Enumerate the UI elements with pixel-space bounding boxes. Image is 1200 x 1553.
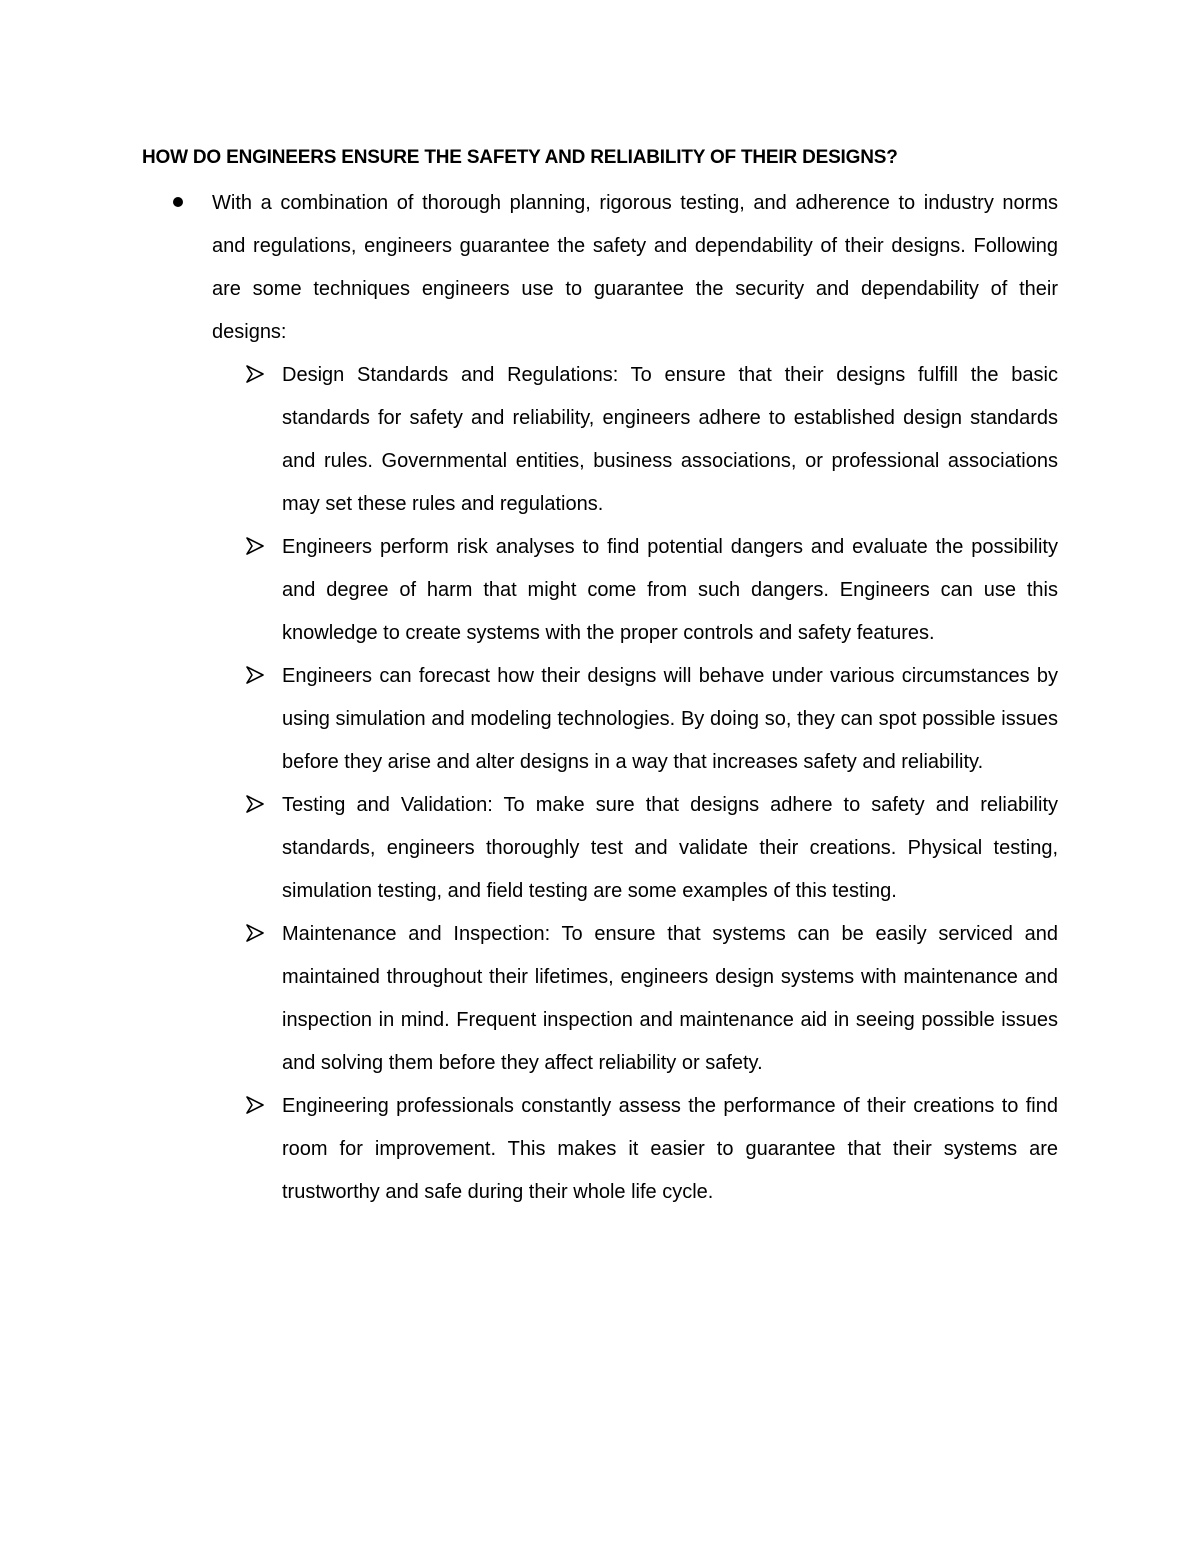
list-item: [282, 526, 1058, 655]
list-item-text: Design Standards and Regulations: To ensure that their designs fulfill the basic standards for safety and reliability, engineers adhere to established design standards and rules. Governmental entities, business associations, or professional associations may set these rules and regulations.: [282, 364, 1058, 515]
list-item-text: Testing and Validation: To make sure that designs adhere to safety and reliability standards, engineers thoroughly test and validate their creations. Physical testing, simulation testing, and field testing are some examples of this testing.: [282, 794, 1058, 902]
arrow-bullet-icon: [245, 365, 265, 383]
arrow-bullet-icon: [245, 666, 265, 684]
list-item: [282, 784, 1058, 913]
intro-bullet: [212, 182, 1058, 354]
list-item: [282, 913, 1058, 1085]
arrow-bullet-icon: [245, 537, 265, 555]
list-item-text: Engineering professionals constantly assess the performance of their creations to find room for improvement. This makes it easier to guarantee that their systems are trustworthy and safe during their whole life cycle.: [282, 1095, 1058, 1203]
list-item-text: Engineers perform risk analyses to find potential dangers and evaluate the possibility and degree of harm that might come from such dangers. Engineers can use this knowledge to create systems with the proper controls and safety features.: [282, 536, 1058, 644]
list-item: [282, 655, 1058, 784]
list-item: [282, 1085, 1058, 1214]
arrow-bullet-icon: [245, 1096, 265, 1114]
list-item: [282, 354, 1058, 526]
bullet-dot-icon: [173, 197, 183, 207]
arrow-bullet-icon: [245, 795, 265, 813]
arrow-bullet-icon: [245, 924, 265, 942]
intro-paragraph: With a combination of thorough planning, rigorous testing, and adherence to industry norms and regulations, engineers guarantee the safety and dependability of their designs. Following are some techniques engineers use to guarantee the security and dependability of their designs:: [212, 192, 1058, 343]
document-title: HOW DO ENGINEERS ENSURE THE SAFETY AND RELIABILITY OF THEIR DESIGNS?: [142, 147, 898, 168]
sub-bullet-list: [282, 354, 1058, 1214]
list-item-text: Maintenance and Inspection: To ensure that systems can be easily serviced and maintained throughout their lifetimes, engineers design systems with maintenance and inspection in mind. Frequent inspection and maintenance aid in seeing possible issues and solving them before they affect reliability or safety.: [282, 923, 1058, 1074]
list-item-text: Engineers can forecast how their designs will behave under various circumstances by using simulation and modeling technologies. By doing so, they can spot possible issues before they arise and alter designs in a way that increases safety and reliability.: [282, 665, 1058, 773]
